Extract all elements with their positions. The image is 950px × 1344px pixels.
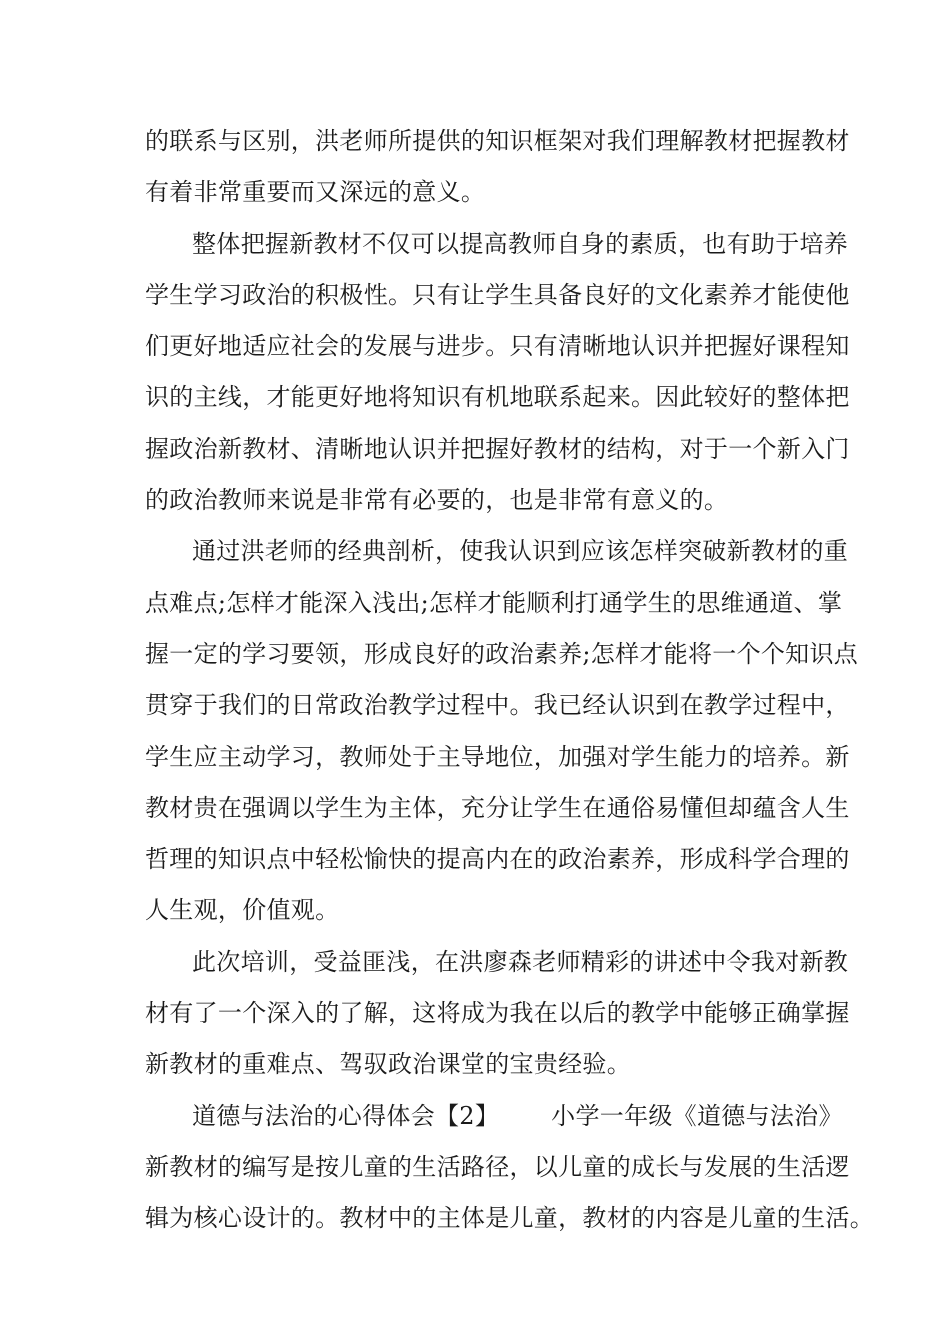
paragraph-start-line: 此次培训，受益匪浅，在洪廖森老师精彩的讲述中令我对新教 — [192, 947, 849, 976]
text-line: 握政治新教材、清晰地认识并把握好教材的结构，对于一个新入门 — [145, 434, 850, 463]
text-line: 材有了一个深入的了解，这将成为我在以后的教学中能够正确掌握 — [145, 999, 850, 1028]
section-heading: 道德与法治的心得体会【2】 — [192, 1101, 500, 1130]
text-line: 们更好地适应社会的发展与进步。只有清晰地认识并把握好课程知 — [145, 332, 850, 361]
text-line: 教材贵在强调以学生为主体，充分让学生在通俗易懂但却蕴含人生 — [145, 793, 850, 822]
text-line: 贯穿于我们的日常政治教学过程中。我已经认识到在教学过程中， — [145, 691, 850, 720]
text-line: 点难点;怎样才能深入浅出;怎样才能顺利打通学生的思维通道、掌 — [145, 588, 843, 617]
text-line: 学生应主动学习，教师处于主导地位，加强对学生能力的培养。新 — [145, 742, 850, 771]
text-line: 识的主线，才能更好地将知识有机地联系起来。因此较好的整体把 — [145, 383, 850, 412]
section-heading-line — [145, 1091, 843, 1142]
text-line: 的政治教师来说是非常有必要的，也是非常有意义的。 — [145, 486, 729, 515]
text-line: 学生学习政治的积极性。只有让学生具备良好的文化素养才能使他 — [145, 280, 850, 309]
text-line: 的联系与区别，洪老师所提供的知识框架对我们理解教材把握教材 — [145, 127, 850, 155]
text-line: 人生观，价值观。 — [145, 896, 340, 925]
section-subtitle: 小学一年级《道德与法治》 — [551, 1101, 843, 1130]
text-line: 握一定的学习要领，形成良好的政治素养;怎样才能将一个个知识点 — [145, 639, 859, 668]
text-line: 新教材的重难点、驾驭政治课堂的宝贵经验。 — [145, 1050, 631, 1079]
paragraph-start-line: 通过洪老师的经典剖析，使我认识到应该怎样突破新教材的重 — [192, 537, 849, 566]
text-line: 有着非常重要而又深远的意义。 — [145, 178, 486, 207]
text-line: 新教材的编写是按儿童的生活路径，以儿童的成长与发展的生活逻 — [145, 1152, 850, 1181]
text-line: 哲理的知识点中轻松愉快的提高内在的政治素养，形成科学合理的 — [145, 845, 850, 874]
paragraph-start-line: 整体把握新教材不仅可以提高教师自身的素质，也有助于培养 — [192, 229, 849, 258]
document-body — [145, 116, 874, 1245]
text-line: 辑为核心设计的。教材中的主体是儿童，教材的内容是儿童的生活。 — [145, 1204, 874, 1233]
